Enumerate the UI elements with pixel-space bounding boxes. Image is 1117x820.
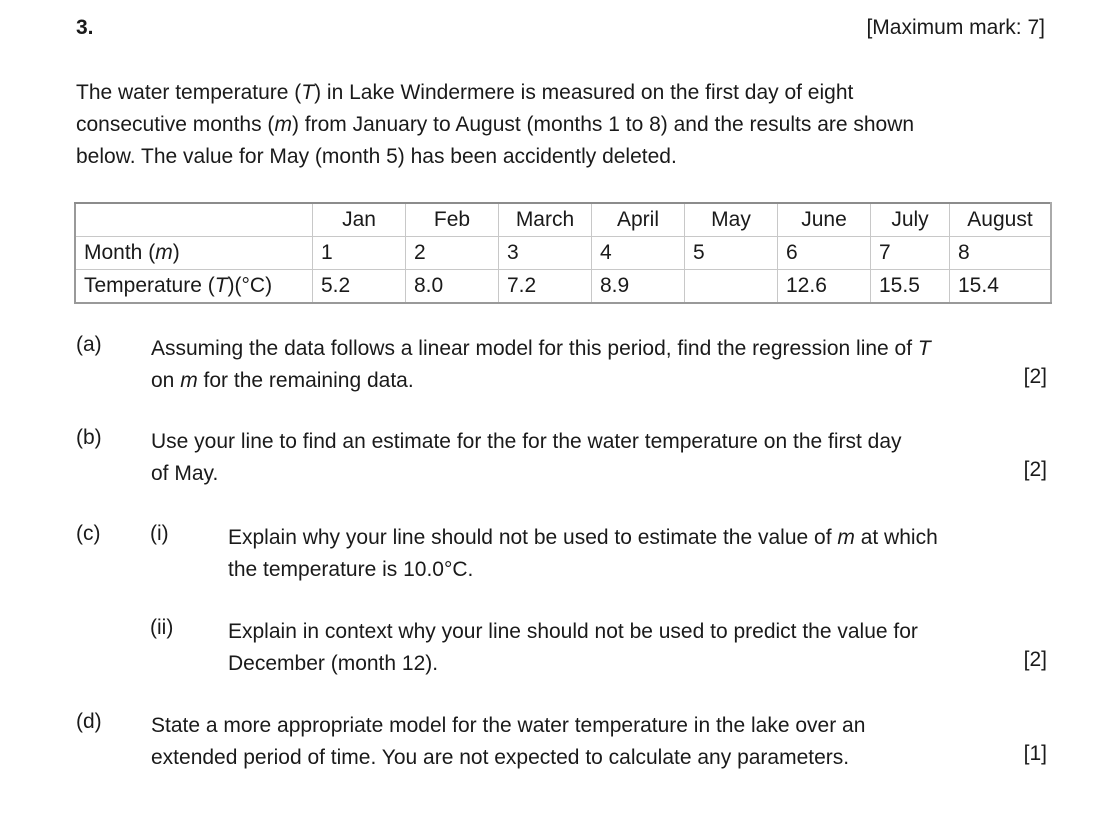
part-b-line-2: of May. [151, 462, 219, 485]
part-c-ii-line-2: December (month 12). [228, 652, 439, 675]
header-cell: Jan [313, 203, 406, 237]
part-c-i-text [228, 522, 1046, 586]
header-cell: March [499, 203, 592, 237]
part-c-ii-label: (ii) [150, 616, 174, 639]
question-intro [76, 77, 1046, 173]
header-cell: June [778, 203, 871, 237]
table-row-temperature [75, 270, 1051, 304]
part-b-line-1: Use your line to find an estimate for the for the water temperature on the first day [151, 430, 902, 453]
part-text: Explain why your line should not be used to estimate the value of [228, 526, 838, 549]
part-c-label: (c) [76, 522, 101, 545]
part-d-text [151, 710, 1046, 774]
question-number: 3. [76, 16, 94, 39]
part-b-mark: [2] [1023, 458, 1047, 481]
intro-line-3 [76, 141, 1046, 173]
header-cell: Feb [406, 203, 499, 237]
part-c-ii-text [228, 616, 1046, 680]
variable-m: m [155, 241, 173, 264]
header-blank-cell [75, 203, 313, 237]
intro-text: The water temperature ( [76, 81, 302, 104]
part-a-label: (a) [76, 333, 102, 356]
table-cell: 4 [592, 237, 685, 270]
table-cell: 8.9 [592, 270, 685, 304]
variable-t: T [301, 81, 315, 104]
header-cell: August [950, 203, 1052, 237]
variable-m: m [274, 113, 292, 136]
part-b-label: (b) [76, 426, 102, 449]
part-c-i-line-2: the temperature is 10.0°C. [228, 558, 474, 581]
part-d-line-1: State a more appropriate model for the water temperature in the lake over an [151, 714, 866, 737]
variable-t: T [917, 337, 931, 360]
part-d-mark: [1] [1023, 742, 1047, 765]
part-text: Assuming the data follows a linear model for this period, find the regression line of [151, 337, 918, 360]
part-c-ii-line-1: Explain in context why your line should not be used to predict the value for [228, 620, 918, 643]
table-cell: 7 [871, 237, 950, 270]
intro-text: ) in Lake Windermere is measured on the first day of eight [314, 81, 854, 104]
table-cell: 2 [406, 237, 499, 270]
part-text: at which [854, 526, 938, 549]
header-cell: May [685, 203, 778, 237]
variable-t: T [214, 274, 228, 297]
part-c-i-line-1 [228, 522, 1046, 554]
label-text: Month ( [84, 241, 156, 264]
table-cell: 7.2 [499, 270, 592, 304]
label-text: ) [172, 241, 180, 264]
intro-text: below. The value for May (month 5) has been accidently deleted. [76, 145, 677, 168]
row-label-temperature [75, 270, 313, 304]
part-text: on [151, 369, 181, 392]
table-cell: 1 [313, 237, 406, 270]
table-cell: 3 [499, 237, 592, 270]
table-cell: 8.0 [406, 270, 499, 304]
table-cell: 6 [778, 237, 871, 270]
part-c-mark: [2] [1023, 648, 1047, 671]
intro-text: ) from January to August (months 1 to 8) and the results are shown [291, 113, 915, 136]
part-a-line-1 [151, 333, 1046, 365]
part-a-line-2 [151, 365, 1046, 397]
part-c-i-label: (i) [150, 522, 169, 545]
header-cell: July [871, 203, 950, 237]
header-cell: April [592, 203, 685, 237]
table-cell: 5 [685, 237, 778, 270]
part-a-text [151, 333, 1046, 397]
label-text: )(°C) [227, 274, 273, 297]
intro-text: consecutive months ( [76, 113, 275, 136]
part-b-text [151, 426, 1046, 490]
table-cell: 15.5 [871, 270, 950, 304]
part-d-label: (d) [76, 710, 102, 733]
table-header-row [75, 203, 1051, 237]
row-label-month [75, 237, 313, 270]
part-d-line-2: extended period of time. You are not expected to calculate any parameters. [151, 746, 850, 769]
table-cell-missing [685, 270, 778, 304]
part-a-mark: [2] [1023, 365, 1047, 388]
data-table [74, 202, 1052, 304]
table-cell: 12.6 [778, 270, 871, 304]
maximum-mark: [Maximum mark: 7] [866, 16, 1045, 39]
table-cell: 5.2 [313, 270, 406, 304]
table-cell: 15.4 [950, 270, 1052, 304]
intro-line-2 [76, 109, 1046, 141]
table-row-month [75, 237, 1051, 270]
label-text: Temperature ( [84, 274, 215, 297]
intro-line-1 [76, 77, 1046, 109]
variable-m: m [837, 526, 855, 549]
part-text: for the remaining data. [197, 369, 414, 392]
table-cell: 8 [950, 237, 1052, 270]
variable-m: m [180, 369, 198, 392]
